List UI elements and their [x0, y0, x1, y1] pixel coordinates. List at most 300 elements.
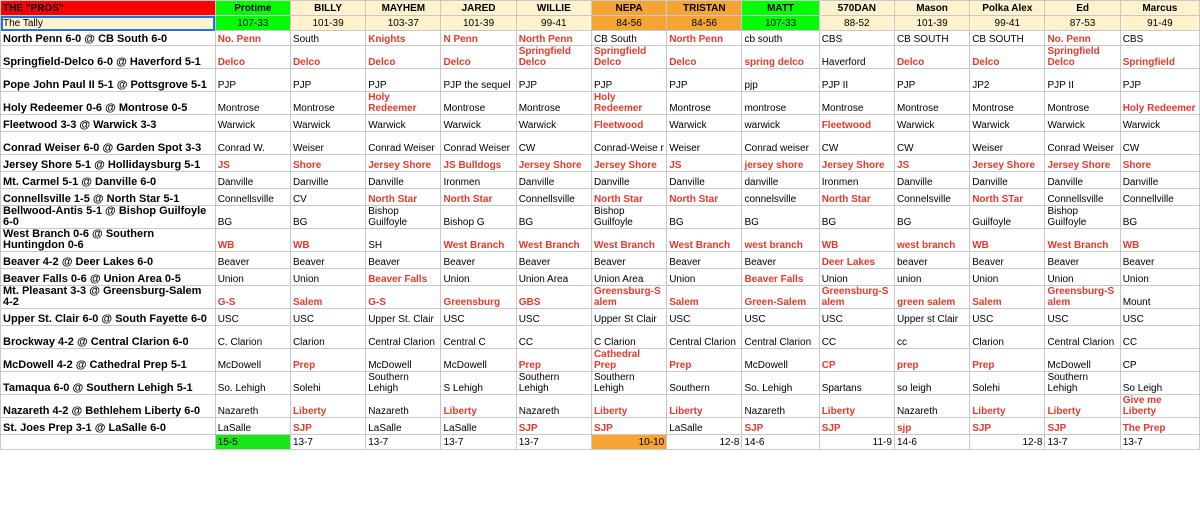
pick-cell[interactable]: Clarion: [290, 326, 365, 349]
pick-cell[interactable]: beaver: [894, 252, 969, 269]
pick-cell[interactable]: USC: [1120, 309, 1199, 326]
pick-cell[interactable]: So. Lehigh: [742, 372, 819, 395]
pick-cell[interactable]: sjp: [894, 418, 969, 435]
player-header[interactable]: Polka Alex: [970, 1, 1045, 16]
pick-cell[interactable]: West Branch: [591, 229, 666, 252]
pick-cell[interactable]: Conrad-Weise r: [591, 132, 666, 155]
pick-cell[interactable]: West Branch: [1045, 229, 1120, 252]
pick-cell[interactable]: BG: [290, 206, 365, 229]
pick-cell[interactable]: CC: [516, 326, 591, 349]
pick-cell[interactable]: Southern Lehigh: [516, 372, 591, 395]
tally-cell[interactable]: 107-33: [215, 16, 290, 31]
pick-cell[interactable]: Jersey Shore: [366, 155, 441, 172]
pick-cell[interactable]: USC: [441, 309, 516, 326]
weekly-record-cell[interactable]: 13-7: [290, 435, 365, 450]
pick-cell[interactable]: Springfield Delco: [591, 46, 666, 69]
pick-cell[interactable]: Beaver: [970, 252, 1045, 269]
pick-cell[interactable]: WB: [1120, 229, 1199, 252]
pick-cell[interactable]: BG: [516, 206, 591, 229]
pick-cell[interactable]: Danville: [591, 172, 666, 189]
pick-cell[interactable]: Montrose: [441, 92, 516, 115]
pick-cell[interactable]: Union: [441, 269, 516, 286]
pick-cell[interactable]: Clarion: [970, 326, 1045, 349]
pick-cell[interactable]: LaSalle: [441, 418, 516, 435]
pick-cell[interactable]: PJP: [894, 69, 969, 92]
pick-cell[interactable]: Bishop G: [441, 206, 516, 229]
tally-cell[interactable]: 99-41: [970, 16, 1045, 31]
pick-cell[interactable]: Upper St Clair: [591, 309, 666, 326]
pick-cell[interactable]: SJP: [970, 418, 1045, 435]
pick-cell[interactable]: CC: [819, 326, 894, 349]
tally-cell[interactable]: 91-49: [1120, 16, 1199, 31]
pick-cell[interactable]: Liberty: [970, 395, 1045, 418]
pick-cell[interactable]: WB: [290, 229, 365, 252]
pick-cell[interactable]: LaSalle: [215, 418, 290, 435]
pick-cell[interactable]: North Star: [441, 189, 516, 206]
pick-cell[interactable]: green salem: [894, 286, 969, 309]
pick-cell[interactable]: Salem: [667, 286, 742, 309]
pick-cell[interactable]: West Branch: [441, 229, 516, 252]
pick-cell[interactable]: Beaver: [441, 252, 516, 269]
pick-cell[interactable]: Union: [1045, 269, 1120, 286]
pick-cell[interactable]: Holy Redeemer: [591, 92, 666, 115]
weekly-record-cell[interactable]: 10-10: [591, 435, 666, 450]
pick-cell[interactable]: CW: [516, 132, 591, 155]
pick-cell[interactable]: G-S: [215, 286, 290, 309]
pick-cell[interactable]: warwick: [742, 115, 819, 132]
pick-cell[interactable]: Greensburg-S alem: [1045, 286, 1120, 309]
pick-cell[interactable]: Guilfoyle: [970, 206, 1045, 229]
pick-cell[interactable]: Union Area: [591, 269, 666, 286]
pick-cell[interactable]: Fleetwood: [819, 115, 894, 132]
weekly-record-cell[interactable]: 13-7: [366, 435, 441, 450]
player-header[interactable]: Mason: [894, 1, 969, 16]
pick-cell[interactable]: Beaver: [215, 252, 290, 269]
pick-cell[interactable]: Montrose: [970, 92, 1045, 115]
matchup-cell[interactable]: St. Joes Prep 3-1 @ LaSalle 6-0: [1, 418, 216, 435]
pick-cell[interactable]: Salem: [290, 286, 365, 309]
pick-cell[interactable]: West Branch: [516, 229, 591, 252]
pick-cell[interactable]: PJP: [1120, 69, 1199, 92]
pick-cell[interactable]: Nazareth: [366, 395, 441, 418]
pick-cell[interactable]: Union: [290, 269, 365, 286]
pick-cell[interactable]: McDowell: [215, 349, 290, 372]
pick-cell[interactable]: pjp: [742, 69, 819, 92]
pick-cell[interactable]: Knights: [366, 31, 441, 46]
pick-cell[interactable]: Beaver: [591, 252, 666, 269]
player-header[interactable]: MATT: [742, 1, 819, 16]
weekly-label-cell[interactable]: [1, 435, 216, 450]
pick-cell[interactable]: North Star: [667, 189, 742, 206]
pick-cell[interactable]: Conrad W.: [215, 132, 290, 155]
pick-cell[interactable]: PJP II: [1045, 69, 1120, 92]
pick-cell[interactable]: Southern Lehigh: [1045, 372, 1120, 395]
pick-cell[interactable]: Prep: [667, 349, 742, 372]
tally-cell[interactable]: 87-53: [1045, 16, 1120, 31]
pick-cell[interactable]: Beaver: [290, 252, 365, 269]
matchup-cell[interactable]: Pope John Paul II 5-1 @ Pottsgrove 5-1: [1, 69, 216, 92]
pick-cell[interactable]: Beaver: [667, 252, 742, 269]
pick-cell[interactable]: Delco: [215, 46, 290, 69]
pick-cell[interactable]: Upper st Clair: [894, 309, 969, 326]
pick-cell[interactable]: The Prep: [1120, 418, 1199, 435]
pick-cell[interactable]: PJP: [215, 69, 290, 92]
pick-cell[interactable]: SJP: [516, 418, 591, 435]
pick-cell[interactable]: C Clarion: [591, 326, 666, 349]
pick-cell[interactable]: Connellsville: [215, 189, 290, 206]
pick-cell[interactable]: PJP: [516, 69, 591, 92]
pick-cell[interactable]: Nazareth: [516, 395, 591, 418]
pick-cell[interactable]: Southern: [667, 372, 742, 395]
pick-cell[interactable]: McDowell: [441, 349, 516, 372]
pick-cell[interactable]: McDowell: [1045, 349, 1120, 372]
matchup-cell[interactable]: North Penn 6-0 @ CB South 6-0: [1, 31, 216, 46]
matchup-cell[interactable]: Upper St. Clair 6-0 @ South Fayette 6-0: [1, 309, 216, 326]
pick-cell[interactable]: Solehi: [970, 372, 1045, 395]
pick-cell[interactable]: jersey shore: [742, 155, 819, 172]
pick-cell[interactable]: CB SOUTH: [894, 31, 969, 46]
pick-cell[interactable]: connelsville: [742, 189, 819, 206]
pick-cell[interactable]: Union: [1120, 269, 1199, 286]
pick-cell[interactable]: Warwick: [894, 115, 969, 132]
pick-cell[interactable]: Montrose: [290, 92, 365, 115]
pick-cell[interactable]: Haverford: [819, 46, 894, 69]
pick-cell[interactable]: Jersey Shore: [516, 155, 591, 172]
pick-cell[interactable]: LaSalle: [366, 418, 441, 435]
matchup-cell[interactable]: Conrad Weiser 6-0 @ Garden Spot 3-3: [1, 132, 216, 155]
pick-cell[interactable]: Connelsville: [894, 189, 969, 206]
tally-label[interactable]: The Tally: [1, 16, 216, 31]
pick-cell[interactable]: BG: [1120, 206, 1199, 229]
pick-cell[interactable]: SJP: [1045, 418, 1120, 435]
pick-cell[interactable]: Green-Salem: [742, 286, 819, 309]
pick-cell[interactable]: Delco: [894, 46, 969, 69]
pick-cell[interactable]: Beaver: [742, 252, 819, 269]
pick-cell[interactable]: Danville: [1120, 172, 1199, 189]
pick-cell[interactable]: Warwick: [1120, 115, 1199, 132]
pick-cell[interactable]: Central Clarion: [366, 326, 441, 349]
pick-cell[interactable]: G-S: [366, 286, 441, 309]
pick-cell[interactable]: Central Clarion: [742, 326, 819, 349]
pick-cell[interactable]: Deer Lakes: [819, 252, 894, 269]
pick-cell[interactable]: union: [894, 269, 969, 286]
pick-cell[interactable]: Shore: [290, 155, 365, 172]
pick-cell[interactable]: CP: [819, 349, 894, 372]
pick-cell[interactable]: Conrad Weiser: [1045, 132, 1120, 155]
pick-cell[interactable]: So Leigh: [1120, 372, 1199, 395]
pick-cell[interactable]: Danville: [894, 172, 969, 189]
tally-cell[interactable]: 103-37: [366, 16, 441, 31]
pick-cell[interactable]: Danville: [290, 172, 365, 189]
pick-cell[interactable]: JS: [667, 155, 742, 172]
pick-cell[interactable]: Jersey Shore: [1045, 155, 1120, 172]
pick-cell[interactable]: SH: [366, 229, 441, 252]
pick-cell[interactable]: No. Penn: [215, 31, 290, 46]
pick-cell[interactable]: Bishop Guilfoyle: [366, 206, 441, 229]
tally-cell[interactable]: 101-39: [441, 16, 516, 31]
pick-cell[interactable]: North Star: [366, 189, 441, 206]
matchup-cell[interactable]: Holy Redeemer 0-6 @ Montrose 0-5: [1, 92, 216, 115]
pick-cell[interactable]: CB SOUTH: [970, 31, 1045, 46]
pick-cell[interactable]: Delco: [290, 46, 365, 69]
pick-cell[interactable]: Spartans: [819, 372, 894, 395]
tally-cell[interactable]: 101-39: [894, 16, 969, 31]
weekly-record-cell[interactable]: 13-7: [441, 435, 516, 450]
pick-cell[interactable]: Connellville: [1120, 189, 1199, 206]
pick-cell[interactable]: WB: [215, 229, 290, 252]
pick-cell[interactable]: Holy Redeemer: [1120, 92, 1199, 115]
weekly-record-cell[interactable]: 14-6: [894, 435, 969, 450]
pick-cell[interactable]: GBS: [516, 286, 591, 309]
pick-cell[interactable]: Danville: [215, 172, 290, 189]
pick-cell[interactable]: Liberty: [819, 395, 894, 418]
pick-cell[interactable]: CW: [819, 132, 894, 155]
pick-cell[interactable]: USC: [970, 309, 1045, 326]
pick-cell[interactable]: S Lehigh: [441, 372, 516, 395]
pick-cell[interactable]: CP: [1120, 349, 1199, 372]
pick-cell[interactable]: WB: [970, 229, 1045, 252]
pick-cell[interactable]: Montrose: [1045, 92, 1120, 115]
pick-cell[interactable]: Holy Redeemer: [366, 92, 441, 115]
pick-cell[interactable]: North Penn: [667, 31, 742, 46]
weekly-record-cell[interactable]: 13-7: [1120, 435, 1199, 450]
pick-cell[interactable]: JS: [894, 155, 969, 172]
pick-cell[interactable]: Liberty: [441, 395, 516, 418]
player-header[interactable]: Ed: [1045, 1, 1120, 16]
pick-cell[interactable]: Danville: [667, 172, 742, 189]
pick-cell[interactable]: Nazareth: [894, 395, 969, 418]
sheet-title[interactable]: THE "PROS": [1, 1, 216, 16]
matchup-cell[interactable]: Fleetwood 3-3 @ Warwick 3-3: [1, 115, 216, 132]
weekly-record-cell[interactable]: 11-9: [819, 435, 894, 450]
pick-cell[interactable]: Union: [819, 269, 894, 286]
pick-cell[interactable]: North STar: [970, 189, 1045, 206]
pick-cell[interactable]: Bishop Guilfoyle: [1045, 206, 1120, 229]
pick-cell[interactable]: CB South: [591, 31, 666, 46]
pick-cell[interactable]: Weiser: [290, 132, 365, 155]
pick-cell[interactable]: Springfield Delco: [1045, 46, 1120, 69]
pick-cell[interactable]: JS: [215, 155, 290, 172]
matchup-cell[interactable]: Connellsville 1-5 @ North Star 5-1: [1, 189, 216, 206]
pick-cell[interactable]: Delco: [667, 46, 742, 69]
pick-cell[interactable]: Conrad weiser: [742, 132, 819, 155]
pick-cell[interactable]: Beaver Falls: [366, 269, 441, 286]
pick-cell[interactable]: USC: [742, 309, 819, 326]
pick-cell[interactable]: Warwick: [516, 115, 591, 132]
pick-cell[interactable]: SJP: [290, 418, 365, 435]
pick-cell[interactable]: So. Lehigh: [215, 372, 290, 395]
pick-cell[interactable]: Danville: [1045, 172, 1120, 189]
pick-cell[interactable]: Union: [667, 269, 742, 286]
pick-cell[interactable]: USC: [290, 309, 365, 326]
pick-cell[interactable]: BG: [215, 206, 290, 229]
matchup-cell[interactable]: Bellwood-Antis 5-1 @ Bishop Guilfoyle 6-0: [1, 206, 216, 229]
pick-cell[interactable]: SJP: [819, 418, 894, 435]
weekly-record-cell[interactable]: 12-8: [970, 435, 1045, 450]
matchup-cell[interactable]: Tamaqua 6-0 @ Southern Lehigh 5-1: [1, 372, 216, 395]
pick-cell[interactable]: CW: [1120, 132, 1199, 155]
pick-cell[interactable]: Southern Lehigh: [366, 372, 441, 395]
pick-cell[interactable]: Montrose: [516, 92, 591, 115]
pick-cell[interactable]: USC: [215, 309, 290, 326]
pick-cell[interactable]: SJP: [742, 418, 819, 435]
pick-cell[interactable]: USC: [819, 309, 894, 326]
pick-cell[interactable]: Mount: [1120, 286, 1199, 309]
pick-cell[interactable]: USC: [516, 309, 591, 326]
pick-cell[interactable]: USC: [667, 309, 742, 326]
pick-cell[interactable]: Warwick: [290, 115, 365, 132]
pick-cell[interactable]: west branch: [894, 229, 969, 252]
pick-cell[interactable]: McDowell: [742, 349, 819, 372]
pick-cell[interactable]: spring delco: [742, 46, 819, 69]
pick-cell[interactable]: Springfield: [1120, 46, 1199, 69]
matchup-cell[interactable]: Nazareth 4-2 @ Bethlehem Liberty 6-0: [1, 395, 216, 418]
weekly-record-cell[interactable]: 15-5: [215, 435, 290, 450]
pick-cell[interactable]: Southern Lehigh: [591, 372, 666, 395]
pick-cell[interactable]: Cathedral Prep: [591, 349, 666, 372]
player-header[interactable]: WILLIE: [516, 1, 591, 16]
pick-cell[interactable]: Jersey Shore: [591, 155, 666, 172]
weekly-record-cell[interactable]: 14-6: [742, 435, 819, 450]
pick-cell[interactable]: C. Clarion: [215, 326, 290, 349]
pick-cell[interactable]: Ironmen: [819, 172, 894, 189]
pick-cell[interactable]: Bishop Guilfoyle: [591, 206, 666, 229]
pick-cell[interactable]: Weiser: [970, 132, 1045, 155]
pick-cell[interactable]: Solehi: [290, 372, 365, 395]
pick-cell[interactable]: BG: [667, 206, 742, 229]
pick-cell[interactable]: Liberty: [290, 395, 365, 418]
pick-cell[interactable]: Nazareth: [742, 395, 819, 418]
pick-cell[interactable]: BG: [742, 206, 819, 229]
pick-cell[interactable]: prep: [894, 349, 969, 372]
matchup-cell[interactable]: Mt. Pleasant 3-3 @ Greensburg-Salem 4-2: [1, 286, 216, 309]
pick-cell[interactable]: PJP: [366, 69, 441, 92]
pick-cell[interactable]: Nazareth: [215, 395, 290, 418]
player-header[interactable]: 570DAN: [819, 1, 894, 16]
pick-cell[interactable]: Danville: [366, 172, 441, 189]
pick-cell[interactable]: N Penn: [441, 31, 516, 46]
pick-cell[interactable]: JS Bulldogs: [441, 155, 516, 172]
pick-cell[interactable]: Connellsville: [516, 189, 591, 206]
pick-cell[interactable]: Shore: [1120, 155, 1199, 172]
pick-cell[interactable]: Beaver: [516, 252, 591, 269]
player-header[interactable]: Marcus: [1120, 1, 1199, 16]
pick-cell[interactable]: west branch: [742, 229, 819, 252]
pick-cell[interactable]: CW: [894, 132, 969, 155]
player-header[interactable]: Protime: [215, 1, 290, 16]
pick-cell[interactable]: West Branch: [667, 229, 742, 252]
pick-cell[interactable]: Conrad Weiser: [441, 132, 516, 155]
pick-cell[interactable]: JP2: [970, 69, 1045, 92]
pick-cell[interactable]: Central C: [441, 326, 516, 349]
pick-cell[interactable]: cb south: [742, 31, 819, 46]
pick-cell[interactable]: Union Area: [516, 269, 591, 286]
pick-cell[interactable]: Weiser: [667, 132, 742, 155]
pick-cell[interactable]: South: [290, 31, 365, 46]
tally-cell[interactable]: 84-56: [591, 16, 666, 31]
matchup-cell[interactable]: Beaver 4-2 @ Deer Lakes 6-0: [1, 252, 216, 269]
pick-cell[interactable]: North Star: [819, 189, 894, 206]
pick-cell[interactable]: McDowell: [366, 349, 441, 372]
player-header[interactable]: MAYHEM: [366, 1, 441, 16]
pick-cell[interactable]: Jersey Shore: [970, 155, 1045, 172]
pick-cell[interactable]: Union: [215, 269, 290, 286]
pick-cell[interactable]: Warwick: [970, 115, 1045, 132]
matchup-cell[interactable]: West Branch 0-6 @ Southern Huntingdon 0-6: [1, 229, 216, 252]
pick-cell[interactable]: No. Penn: [1045, 31, 1120, 46]
pick-cell[interactable]: Delco: [970, 46, 1045, 69]
tally-cell[interactable]: 101-39: [290, 16, 365, 31]
weekly-record-cell[interactable]: 13-7: [516, 435, 591, 450]
tally-cell[interactable]: 88-52: [819, 16, 894, 31]
pick-cell[interactable]: Greensburg: [441, 286, 516, 309]
pick-cell[interactable]: Jersey Shore: [819, 155, 894, 172]
pick-cell[interactable]: North Penn: [516, 31, 591, 46]
pick-cell[interactable]: CV: [290, 189, 365, 206]
pick-cell[interactable]: PJP: [667, 69, 742, 92]
tally-cell[interactable]: 99-41: [516, 16, 591, 31]
pick-cell[interactable]: Delco: [366, 46, 441, 69]
pick-cell[interactable]: Montrose: [667, 92, 742, 115]
pick-cell[interactable]: PJP: [591, 69, 666, 92]
pick-cell[interactable]: Fleetwood: [591, 115, 666, 132]
pick-cell[interactable]: Upper St. Clair: [366, 309, 441, 326]
pick-cell[interactable]: CBS: [1120, 31, 1199, 46]
pick-cell[interactable]: Liberty: [1045, 395, 1120, 418]
pick-cell[interactable]: Beaver: [1045, 252, 1120, 269]
pick-cell[interactable]: Montrose: [215, 92, 290, 115]
pick-cell[interactable]: Springfield Delco: [516, 46, 591, 69]
pick-cell[interactable]: Warwick: [215, 115, 290, 132]
tally-cell[interactable]: 107-33: [742, 16, 819, 31]
pick-cell[interactable]: Prep: [970, 349, 1045, 372]
pick-cell[interactable]: Danville: [516, 172, 591, 189]
pick-cell[interactable]: USC: [1045, 309, 1120, 326]
pick-cell[interactable]: Give me Liberty: [1120, 395, 1199, 418]
pick-cell[interactable]: Warwick: [441, 115, 516, 132]
pick-cell[interactable]: Liberty: [667, 395, 742, 418]
matchup-cell[interactable]: Mt. Carmel 5-1 @ Danville 6-0: [1, 172, 216, 189]
pick-cell[interactable]: WB: [819, 229, 894, 252]
pick-cell[interactable]: Ironmen: [441, 172, 516, 189]
pick-cell[interactable]: cc: [894, 326, 969, 349]
pick-cell[interactable]: Liberty: [591, 395, 666, 418]
pick-cell[interactable]: Warwick: [366, 115, 441, 132]
matchup-cell[interactable]: Springfield-Delco 6-0 @ Haverford 5-1: [1, 46, 216, 69]
pick-cell[interactable]: Salem: [970, 286, 1045, 309]
player-header[interactable]: NEPA: [591, 1, 666, 16]
pick-cell[interactable]: Montrose: [894, 92, 969, 115]
matchup-cell[interactable]: Brockway 4-2 @ Central Clarion 6-0: [1, 326, 216, 349]
pick-cell[interactable]: Beaver: [366, 252, 441, 269]
matchup-cell[interactable]: Jersey Shore 5-1 @ Hollidaysburg 5-1: [1, 155, 216, 172]
pick-cell[interactable]: PJP II: [819, 69, 894, 92]
pick-cell[interactable]: BG: [894, 206, 969, 229]
pick-cell[interactable]: Beaver: [1120, 252, 1199, 269]
pick-cell[interactable]: Connellsville: [1045, 189, 1120, 206]
pick-cell[interactable]: Beaver Falls: [742, 269, 819, 286]
player-header[interactable]: BILLY: [290, 1, 365, 16]
pick-cell[interactable]: CBS: [819, 31, 894, 46]
weekly-record-cell[interactable]: 13-7: [1045, 435, 1120, 450]
pick-cell[interactable]: Montrose: [819, 92, 894, 115]
pick-cell[interactable]: Prep: [290, 349, 365, 372]
tally-cell[interactable]: 84-56: [667, 16, 742, 31]
pick-cell[interactable]: PJP: [290, 69, 365, 92]
pick-cell[interactable]: Delco: [441, 46, 516, 69]
pick-cell[interactable]: PJP the sequel: [441, 69, 516, 92]
pick-cell[interactable]: Conrad Weiser: [366, 132, 441, 155]
